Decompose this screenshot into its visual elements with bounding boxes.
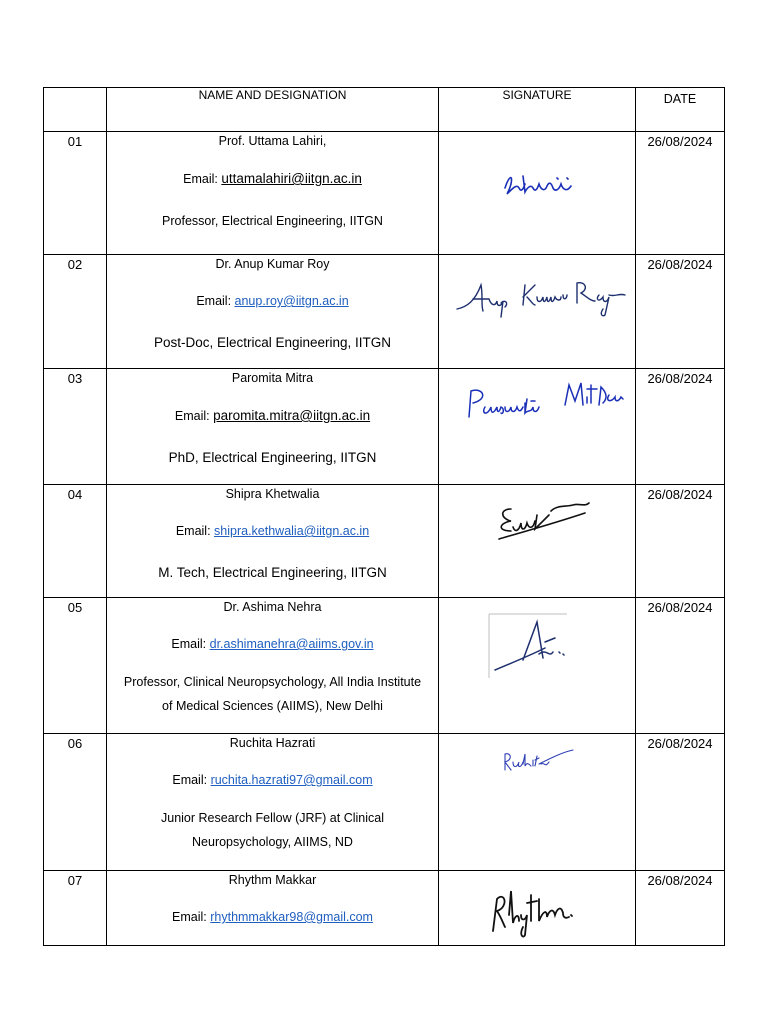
email-line: [107, 171, 438, 187]
date-cell: 26/08/2024: [636, 485, 725, 598]
signature-cell: [439, 255, 636, 369]
signature-cell: [439, 598, 636, 734]
table-row: [44, 369, 725, 485]
signature-cell: [439, 871, 636, 946]
email-line: [107, 910, 438, 925]
email-link[interactable]: ruchita.hazrati97@gmail.com: [210, 773, 373, 787]
designation-line-2: Neuropsychology, AIIMS, ND: [192, 835, 353, 849]
header-name-designation: NAME AND DESIGNATION: [107, 88, 439, 132]
signature-image: [439, 598, 636, 731]
email-line: [107, 408, 438, 424]
person-name: Prof. Uttama Lahiri,: [218, 134, 327, 148]
signature-image: [439, 871, 636, 943]
serial-number: 02: [44, 255, 107, 369]
signature-image: [439, 132, 636, 252]
email-label: Email:: [171, 637, 210, 651]
email-label: Email:: [196, 294, 235, 308]
designation-line-2: of Medical Sciences (AIIMS), New Delhi: [162, 699, 383, 713]
email-link[interactable]: rhythmmakkar98@gmail.com: [210, 910, 373, 924]
email-link[interactable]: shipra.kethwalia@iitgn.ac.in: [214, 524, 370, 538]
designation: Post-Doc, Electrical Engineering, IITGN: [153, 335, 392, 350]
email-link[interactable]: uttamalahiri@iitgn.ac.in: [221, 171, 362, 186]
person-name: Ruchita Hazrati: [229, 736, 316, 750]
name-designation-cell: [107, 369, 439, 485]
serial-number: 07: [44, 871, 107, 946]
name-designation-cell: [107, 598, 439, 734]
email-line: [107, 524, 438, 539]
table-row: [44, 255, 725, 369]
email-link[interactable]: paromita.mitra@iitgn.ac.in: [213, 408, 371, 423]
attendance-table: [43, 87, 725, 946]
name-designation-cell: [107, 485, 439, 598]
signature-cell: [439, 132, 636, 255]
serial-number: 04: [44, 485, 107, 598]
date-cell: 26/08/2024: [636, 255, 725, 369]
designation: M. Tech, Electrical Engineering, IITGN: [158, 565, 387, 580]
name-designation-cell: [107, 255, 439, 369]
designation: Professor, Electrical Engineering, IITGN: [162, 214, 383, 228]
signature-image: [439, 734, 636, 868]
serial-number: 05: [44, 598, 107, 734]
name-designation-cell: [107, 871, 439, 946]
person-name: Dr. Ashima Nehra: [223, 600, 322, 614]
table-row: [44, 734, 725, 871]
person-name: Paromita Mitra: [231, 371, 314, 385]
email-line: [107, 773, 438, 788]
table-row: [44, 598, 725, 734]
email-label: Email:: [172, 773, 211, 787]
signature-image: [439, 255, 636, 366]
serial-number: 03: [44, 369, 107, 485]
name-designation-cell: [107, 132, 439, 255]
designation-line-1: Junior Research Fellow (JRF) at Clinical: [161, 811, 384, 825]
person-name: Rhythm Makkar: [228, 873, 317, 887]
email-line: [107, 294, 438, 309]
date-cell: 26/08/2024: [636, 598, 725, 734]
serial-number: 01: [44, 132, 107, 255]
name-designation-cell: [107, 734, 439, 871]
header-no: [44, 88, 107, 132]
signature-cell: [439, 369, 636, 485]
email-label: Email:: [172, 910, 211, 924]
signature-image: [439, 369, 636, 482]
serial-number: 06: [44, 734, 107, 871]
email-label: Email:: [174, 409, 214, 423]
date-cell: 26/08/2024: [636, 369, 725, 485]
signature-cell: [439, 734, 636, 871]
signature-image: [439, 485, 636, 595]
table-row: [44, 132, 725, 255]
designation-line-1: Professor, Clinical Neuropsychology, All India Institute: [123, 675, 422, 689]
email-line: [107, 637, 438, 652]
table-row: [44, 871, 725, 946]
person-name: Dr. Anup Kumar Roy: [215, 257, 330, 271]
header-signature: SIGNATURE: [439, 88, 636, 132]
email-link[interactable]: dr.ashimanehra@aiims.gov.in: [209, 637, 374, 651]
table-header-row: [44, 88, 725, 132]
table-row: [44, 485, 725, 598]
date-cell: 26/08/2024: [636, 871, 725, 946]
email-link[interactable]: anup.roy@iitgn.ac.in: [234, 294, 349, 308]
signature-cell: [439, 485, 636, 598]
header-date: DATE: [636, 88, 725, 132]
email-label: Email:: [175, 524, 215, 538]
designation: PhD, Electrical Engineering, IITGN: [168, 450, 377, 465]
date-cell: 26/08/2024: [636, 734, 725, 871]
person-name: Shipra Khetwalia: [225, 487, 320, 501]
email-label: Email:: [183, 172, 222, 186]
date-cell: 26/08/2024: [636, 132, 725, 255]
